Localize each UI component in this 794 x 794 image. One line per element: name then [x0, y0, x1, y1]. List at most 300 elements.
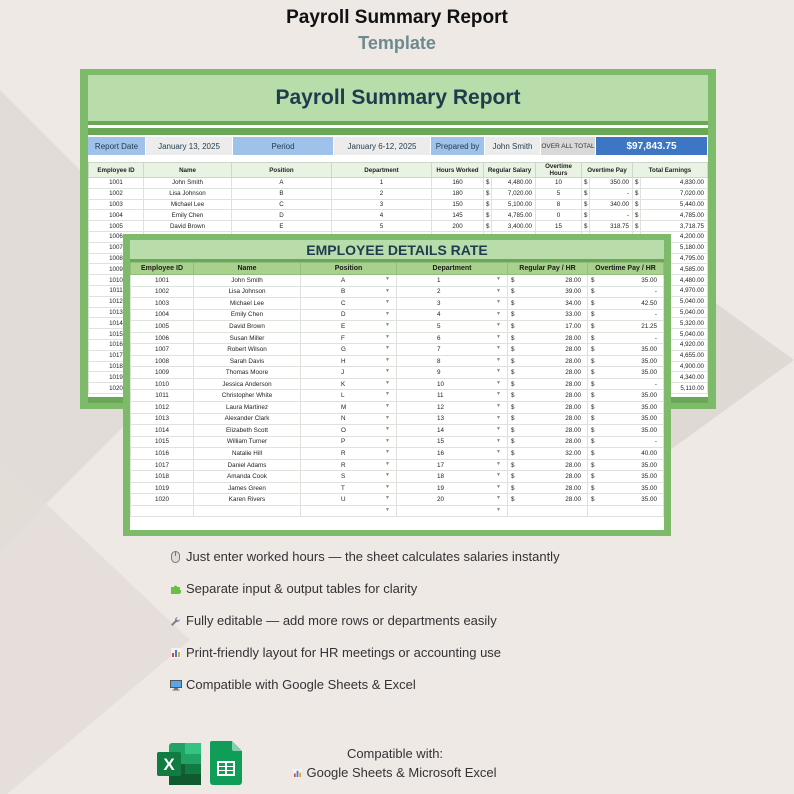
table-cell[interactable]: 1011	[89, 285, 144, 296]
dropdown-cell[interactable]	[301, 390, 397, 402]
money-cell[interactable]	[588, 448, 664, 460]
dropdown-cell[interactable]	[397, 459, 508, 471]
table-cell[interactable]: $	[484, 188, 492, 199]
google-sheets-icon	[210, 741, 242, 785]
table-cell[interactable]: 1016	[89, 339, 144, 350]
money-cell[interactable]	[508, 505, 588, 517]
table-cell[interactable]: Elizabeth Scott	[194, 425, 301, 437]
money-cell[interactable]	[588, 494, 664, 506]
money-cell[interactable]	[508, 425, 588, 437]
table-cell[interactable]: 1019	[89, 372, 144, 383]
money-cell[interactable]	[588, 355, 664, 367]
table-cell[interactable]: 1018	[89, 361, 144, 372]
table-cell[interactable]: 5,100.00	[492, 199, 536, 210]
dropdown-cell[interactable]	[301, 275, 397, 287]
table-cell[interactable]: 4,830.00	[641, 178, 708, 189]
chevron-down-icon[interactable]: ▼	[385, 379, 390, 386]
table-cell[interactable]: 4,795.00	[641, 253, 708, 264]
dropdown-cell[interactable]	[397, 390, 508, 402]
chevron-down-icon[interactable]: ▼	[496, 333, 501, 340]
column-header: Name	[144, 163, 232, 178]
table-cell[interactable]: 5,040.00	[641, 296, 708, 307]
money-cell[interactable]	[508, 459, 588, 471]
table-cell[interactable]: 200	[432, 221, 484, 232]
chevron-down-icon[interactable]: ▼	[385, 483, 390, 490]
table-cell[interactable]: Michael Lee	[144, 199, 232, 210]
table-cell[interactable]: 1015	[131, 436, 194, 448]
table-cell[interactable]: $	[484, 199, 492, 210]
money-cell[interactable]	[508, 448, 588, 460]
table-cell[interactable]: 1001	[89, 178, 144, 189]
table-cell[interactable]: 4	[332, 210, 432, 221]
chevron-down-icon[interactable]: ▼	[496, 310, 501, 317]
cell-value: A	[341, 276, 346, 284]
chevron-down-icon[interactable]: ▼	[385, 276, 390, 282]
cell-value: 19	[437, 484, 445, 492]
puzzle-icon	[168, 583, 183, 595]
table-cell[interactable]: 1013	[89, 307, 144, 318]
cell-value: 15	[437, 438, 445, 446]
dropdown-cell[interactable]	[397, 425, 508, 437]
table-cell[interactable]: $	[582, 178, 590, 189]
dropdown-cell[interactable]	[397, 413, 508, 425]
chevron-down-icon[interactable]: ▼	[385, 322, 390, 329]
table-cell[interactable]: 4,970.00	[641, 285, 708, 296]
table-cell[interactable]: 4,785.00	[492, 210, 536, 221]
currency-symbol: $	[591, 415, 595, 423]
money-cell[interactable]	[508, 298, 588, 310]
table-cell[interactable]: 15	[536, 221, 582, 232]
cell-value: 28.00	[565, 357, 581, 365]
table-cell[interactable]: $	[484, 178, 492, 189]
table-cell[interactable]: Alexander Clark	[194, 413, 301, 425]
employee-details-table	[130, 262, 664, 517]
table-cell[interactable]: 1007	[131, 344, 194, 356]
table-cell[interactable]: David Brown	[144, 221, 232, 232]
cell-value: 35.00	[641, 357, 657, 365]
chevron-down-icon[interactable]: ▼	[496, 391, 501, 398]
table-cell[interactable]: 1002	[131, 286, 194, 298]
table-cell[interactable]: 1002	[89, 188, 144, 199]
table-cell[interactable]: Christopher White	[194, 390, 301, 402]
chevron-down-icon[interactable]: ▼	[385, 472, 390, 479]
table-cell[interactable]: $	[484, 221, 492, 232]
table-cell[interactable]: 4,920.00	[641, 339, 708, 350]
table-cell[interactable]: 1020	[89, 383, 144, 394]
chevron-down-icon[interactable]: ▼	[496, 483, 501, 490]
computer-icon	[168, 679, 183, 691]
chevron-down-icon[interactable]: ▼	[496, 299, 501, 306]
dropdown-cell[interactable]	[301, 298, 397, 310]
table-cell[interactable]: 1011	[131, 390, 194, 402]
dropdown-cell[interactable]	[397, 494, 508, 506]
chevron-down-icon[interactable]: ▼	[496, 495, 501, 502]
chevron-down-icon[interactable]: ▼	[385, 414, 390, 421]
table-cell[interactable]: 1004	[89, 210, 144, 221]
table-cell[interactable]: $	[582, 210, 590, 221]
table-cell[interactable]: 1018	[131, 471, 194, 483]
table-cell[interactable]: Karen Rivers	[194, 494, 301, 506]
money-cell[interactable]	[588, 286, 664, 298]
table-cell[interactable]: Lisa Johnson	[144, 188, 232, 199]
table-cell[interactable]: Emily Chen	[144, 210, 232, 221]
chevron-down-icon[interactable]: ▼	[385, 310, 390, 317]
money-cell[interactable]	[588, 436, 664, 448]
dropdown-cell[interactable]	[301, 378, 397, 390]
table-cell[interactable]: $	[484, 210, 492, 221]
money-cell[interactable]	[588, 390, 664, 402]
table-cell[interactable]: 1003	[131, 298, 194, 310]
table-cell[interactable]: $	[582, 199, 590, 210]
table-row	[131, 482, 664, 494]
table-cell[interactable]: 1013	[131, 413, 194, 425]
money-cell[interactable]	[508, 332, 588, 344]
table-cell[interactable]: 1009	[89, 264, 144, 275]
currency-symbol: $	[511, 357, 515, 365]
dropdown-cell[interactable]	[301, 482, 397, 494]
money-cell[interactable]	[508, 494, 588, 506]
table-cell[interactable]: 1014	[89, 318, 144, 329]
dropdown-cell[interactable]	[301, 309, 397, 321]
money-cell[interactable]	[508, 436, 588, 448]
money-cell[interactable]	[508, 355, 588, 367]
cell-value: T	[341, 484, 345, 492]
dropdown-cell[interactable]	[397, 471, 508, 483]
table-cell[interactable]: C	[232, 199, 332, 210]
table-cell[interactable]: -	[590, 210, 633, 221]
table-cell[interactable]: 8	[536, 199, 582, 210]
table-cell[interactable]: Emily Chen	[194, 309, 301, 321]
chevron-down-icon[interactable]: ▼	[385, 333, 390, 340]
money-cell[interactable]	[588, 378, 664, 390]
table-cell[interactable]: 0	[536, 210, 582, 221]
cell-value: P	[341, 438, 346, 446]
table-cell[interactable]: 4,900.00	[641, 361, 708, 372]
money-cell[interactable]	[588, 425, 664, 437]
table-cell[interactable]: William Turner	[194, 436, 301, 448]
money-cell[interactable]	[508, 275, 588, 287]
dropdown-cell[interactable]	[397, 355, 508, 367]
currency-symbol: $	[591, 461, 595, 469]
dropdown-cell[interactable]	[301, 344, 397, 356]
table-cell[interactable]: $	[633, 210, 641, 221]
table-cell[interactable]: 10	[536, 178, 582, 189]
chevron-down-icon[interactable]: ▼	[385, 449, 390, 456]
table-cell[interactable]: $	[582, 221, 590, 232]
table-cell[interactable]: 160	[432, 178, 484, 189]
dropdown-cell[interactable]	[397, 298, 508, 310]
table-cell[interactable]: Susan Miller	[194, 332, 301, 344]
table-cell[interactable]: 1019	[131, 482, 194, 494]
table-cell[interactable]: E	[232, 221, 332, 232]
table-cell[interactable]: Sarah Davis	[194, 355, 301, 367]
table-cell[interactable]: 1010	[131, 378, 194, 390]
table-cell[interactable]: 1001	[131, 275, 194, 287]
chevron-down-icon[interactable]: ▼	[496, 414, 501, 421]
chevron-down-icon[interactable]: ▼	[496, 460, 501, 467]
money-cell[interactable]	[508, 471, 588, 483]
dropdown-cell[interactable]	[301, 402, 397, 414]
money-cell[interactable]	[508, 321, 588, 333]
table-cell[interactable]: 3,718.75	[641, 221, 708, 232]
table-cell[interactable]: 1020	[131, 494, 194, 506]
dropdown-cell[interactable]	[301, 321, 397, 333]
table-cell[interactable]	[131, 505, 194, 517]
chevron-down-icon[interactable]: ▼	[385, 495, 390, 502]
dropdown-cell[interactable]	[397, 505, 508, 517]
table-cell[interactable]: 5,320.00	[641, 318, 708, 329]
dropdown-cell[interactable]	[397, 309, 508, 321]
table-cell[interactable]: Laura Martinez	[194, 402, 301, 414]
table-cell[interactable]: 1005	[131, 321, 194, 333]
table-cell[interactable]: Robert Wilson	[194, 344, 301, 356]
table-cell[interactable]: 2	[332, 188, 432, 199]
table-cell[interactable]	[194, 505, 301, 517]
chevron-down-icon[interactable]: ▼	[496, 426, 501, 433]
currency-symbol: $	[591, 496, 595, 504]
table-cell[interactable]: 4,655.00	[641, 350, 708, 361]
features-list	[168, 549, 728, 709]
cell-value: B	[341, 288, 346, 296]
dropdown-cell[interactable]	[397, 436, 508, 448]
money-cell[interactable]	[508, 344, 588, 356]
table-cell[interactable]: 1017	[89, 350, 144, 361]
table-cell[interactable]: Michael Lee	[194, 298, 301, 310]
table-row	[131, 286, 664, 298]
dropdown-cell[interactable]	[397, 332, 508, 344]
table-cell[interactable]: 4,480.00	[641, 275, 708, 286]
feature-text: Separate input & output tables for clarity	[186, 581, 418, 596]
chevron-down-icon[interactable]: ▼	[496, 449, 501, 456]
cell-value: 28.00	[565, 369, 581, 377]
dropdown-cell[interactable]	[301, 425, 397, 437]
chevron-down-icon[interactable]: ▼	[385, 437, 390, 444]
table-cell[interactable]: 5,440.00	[641, 199, 708, 210]
table-cell[interactable]: Daniel Adams	[194, 459, 301, 471]
money-cell[interactable]	[588, 321, 664, 333]
money-cell[interactable]	[508, 309, 588, 321]
table-cell[interactable]: 1007	[89, 242, 144, 253]
cell-value: U	[341, 496, 346, 504]
chevron-down-icon[interactable]: ▼	[385, 460, 390, 467]
money-cell[interactable]	[508, 286, 588, 298]
chevron-down-icon[interactable]: ▼	[496, 506, 501, 513]
cell-value: D	[341, 311, 346, 319]
table-cell[interactable]: 1015	[89, 329, 144, 340]
cell-value: 7	[437, 346, 441, 354]
money-cell[interactable]	[588, 505, 664, 517]
period-field[interactable]: January 6-12, 2025	[334, 137, 431, 155]
table-cell[interactable]: 1006	[131, 332, 194, 344]
table-cell[interactable]: James Green	[194, 482, 301, 494]
dropdown-cell[interactable]	[397, 448, 508, 460]
chevron-down-icon[interactable]: ▼	[496, 472, 501, 479]
chevron-down-icon[interactable]: ▼	[385, 356, 390, 363]
money-cell[interactable]	[588, 344, 664, 356]
table-cell[interactable]: $	[633, 188, 641, 199]
money-cell[interactable]	[588, 459, 664, 471]
cell-value: E	[341, 322, 346, 330]
money-cell[interactable]	[588, 482, 664, 494]
column-header: Regular Salary	[484, 163, 536, 178]
money-cell[interactable]	[508, 402, 588, 414]
table-cell[interactable]: $	[633, 199, 641, 210]
money-cell[interactable]	[588, 471, 664, 483]
table-cell[interactable]: $	[633, 221, 641, 232]
money-cell[interactable]	[588, 332, 664, 344]
dropdown-cell[interactable]	[397, 275, 508, 287]
table-cell[interactable]: 5,040.00	[641, 329, 708, 340]
table-cell[interactable]: 4,480.00	[492, 178, 536, 189]
prepared-by-field[interactable]: John Smith	[485, 137, 541, 155]
table-cell[interactable]: John Smith	[144, 178, 232, 189]
table-cell[interactable]: Thomas Moore	[194, 367, 301, 379]
currency-symbol: $	[511, 299, 515, 307]
table-cell[interactable]: $	[633, 178, 641, 189]
chevron-down-icon[interactable]: ▼	[496, 403, 501, 410]
table-cell[interactable]: 1016	[131, 448, 194, 460]
dropdown-cell[interactable]	[301, 332, 397, 344]
table-cell[interactable]: Natalie Hill	[194, 448, 301, 460]
money-cell[interactable]	[508, 390, 588, 402]
table-cell[interactable]: 5	[332, 221, 432, 232]
currency-symbol: $	[591, 484, 595, 492]
dropdown-cell[interactable]	[301, 413, 397, 425]
report-date-field[interactable]: January 13, 2025	[146, 137, 233, 155]
currency-symbol: $	[511, 311, 515, 319]
table-cell[interactable]: 1	[332, 178, 432, 189]
currency-symbol: $	[511, 334, 515, 342]
table-cell[interactable]: 4,340.00	[641, 372, 708, 383]
page-title: Payroll Summary Report	[286, 7, 508, 28]
cell-value: 35.00	[641, 346, 657, 354]
table-cell[interactable]: 1006	[89, 231, 144, 242]
dropdown-cell[interactable]	[301, 367, 397, 379]
table-cell[interactable]: 5	[536, 188, 582, 199]
chevron-down-icon[interactable]: ▼	[385, 345, 390, 352]
table-cell[interactable]: 180	[432, 188, 484, 199]
table-cell[interactable]: 7,020.00	[492, 188, 536, 199]
table-cell[interactable]: 5,040.00	[641, 307, 708, 318]
money-cell[interactable]	[588, 309, 664, 321]
money-cell[interactable]	[508, 413, 588, 425]
table-cell[interactable]: Jessica Anderson	[194, 378, 301, 390]
table-cell[interactable]: 1004	[131, 309, 194, 321]
chevron-down-icon[interactable]: ▼	[385, 403, 390, 410]
chevron-down-icon[interactable]: ▼	[385, 391, 390, 398]
table-cell[interactable]: 1008	[89, 253, 144, 264]
chevron-down-icon[interactable]: ▼	[385, 368, 390, 375]
currency-symbol: $	[511, 403, 515, 411]
table-cell[interactable]: 1017	[131, 459, 194, 471]
money-cell[interactable]	[588, 367, 664, 379]
table-cell[interactable]: 1008	[131, 355, 194, 367]
table-cell[interactable]: 1009	[131, 367, 194, 379]
chevron-down-icon[interactable]: ▼	[496, 437, 501, 444]
table-cell[interactable]: 1012	[131, 402, 194, 414]
money-cell[interactable]	[588, 413, 664, 425]
dropdown-cell[interactable]	[397, 344, 508, 356]
table-cell[interactable]: 5,110.00	[641, 383, 708, 394]
table-row	[89, 210, 708, 221]
table-cell[interactable]: 318.75	[590, 221, 633, 232]
table-cell[interactable]: A	[232, 178, 332, 189]
table-cell[interactable]: D	[232, 210, 332, 221]
chevron-down-icon[interactable]: ▼	[496, 379, 501, 386]
table-cell[interactable]: 340.00	[590, 199, 633, 210]
chevron-down-icon[interactable]: ▼	[385, 506, 390, 513]
chevron-down-icon[interactable]: ▼	[496, 368, 501, 375]
table-cell[interactable]: 4,785.00	[641, 210, 708, 221]
table-cell[interactable]: 1003	[89, 199, 144, 210]
cell-value: 1	[437, 276, 441, 284]
dropdown-cell[interactable]	[397, 321, 508, 333]
money-cell[interactable]	[508, 367, 588, 379]
table-cell[interactable]: -	[590, 188, 633, 199]
table-cell[interactable]: 7,020.00	[641, 188, 708, 199]
dropdown-cell[interactable]	[301, 471, 397, 483]
table-cell[interactable]: 4,585.00	[641, 264, 708, 275]
chevron-down-icon[interactable]: ▼	[496, 322, 501, 329]
dropdown-cell[interactable]	[301, 286, 397, 298]
money-cell[interactable]	[508, 378, 588, 390]
table-cell[interactable]: 350.00	[590, 178, 633, 189]
dropdown-cell[interactable]	[301, 459, 397, 471]
dropdown-cell[interactable]	[397, 402, 508, 414]
table-cell[interactable]: 1012	[89, 296, 144, 307]
column-header: Hours Worked	[432, 163, 484, 178]
table-cell[interactable]: 150	[432, 199, 484, 210]
money-cell[interactable]	[508, 482, 588, 494]
chevron-down-icon[interactable]: ▼	[385, 299, 390, 306]
table-cell[interactable]: 1014	[131, 425, 194, 437]
dropdown-cell[interactable]	[397, 482, 508, 494]
table-cell[interactable]: Lisa Johnson	[194, 286, 301, 298]
dropdown-cell[interactable]	[301, 355, 397, 367]
table-cell[interactable]: 3	[332, 199, 432, 210]
chevron-down-icon[interactable]: ▼	[496, 276, 501, 282]
table-cell[interactable]: 3,400.00	[492, 221, 536, 232]
table-cell[interactable]: David Brown	[194, 321, 301, 333]
table-cell[interactable]: John Smith	[194, 275, 301, 287]
money-cell[interactable]	[588, 402, 664, 414]
dropdown-cell[interactable]	[301, 494, 397, 506]
table-cell[interactable]: Amanda Cook	[194, 471, 301, 483]
chevron-down-icon[interactable]: ▼	[385, 287, 390, 294]
table-cell[interactable]: 4,200.00	[641, 231, 708, 242]
table-cell[interactable]: 1005	[89, 221, 144, 232]
dropdown-cell[interactable]	[301, 505, 397, 517]
dropdown-cell[interactable]	[301, 436, 397, 448]
table-cell[interactable]: 145	[432, 210, 484, 221]
dropdown-cell[interactable]	[397, 367, 508, 379]
table-cell[interactable]: $	[582, 188, 590, 199]
dropdown-cell[interactable]	[397, 286, 508, 298]
money-cell[interactable]	[588, 298, 664, 310]
chevron-down-icon[interactable]: ▼	[496, 287, 501, 294]
cell-value: 9	[437, 369, 441, 377]
table-cell[interactable]: 5,180.00	[641, 242, 708, 253]
cell-value: 12	[437, 403, 445, 411]
money-cell[interactable]	[588, 275, 664, 287]
dropdown-cell[interactable]	[397, 378, 508, 390]
chevron-down-icon[interactable]: ▼	[496, 356, 501, 363]
table-cell[interactable]: B	[232, 188, 332, 199]
table-cell[interactable]: 1010	[89, 275, 144, 286]
dropdown-cell[interactable]	[301, 448, 397, 460]
chevron-down-icon[interactable]: ▼	[385, 426, 390, 433]
chevron-down-icon[interactable]: ▼	[496, 345, 501, 352]
